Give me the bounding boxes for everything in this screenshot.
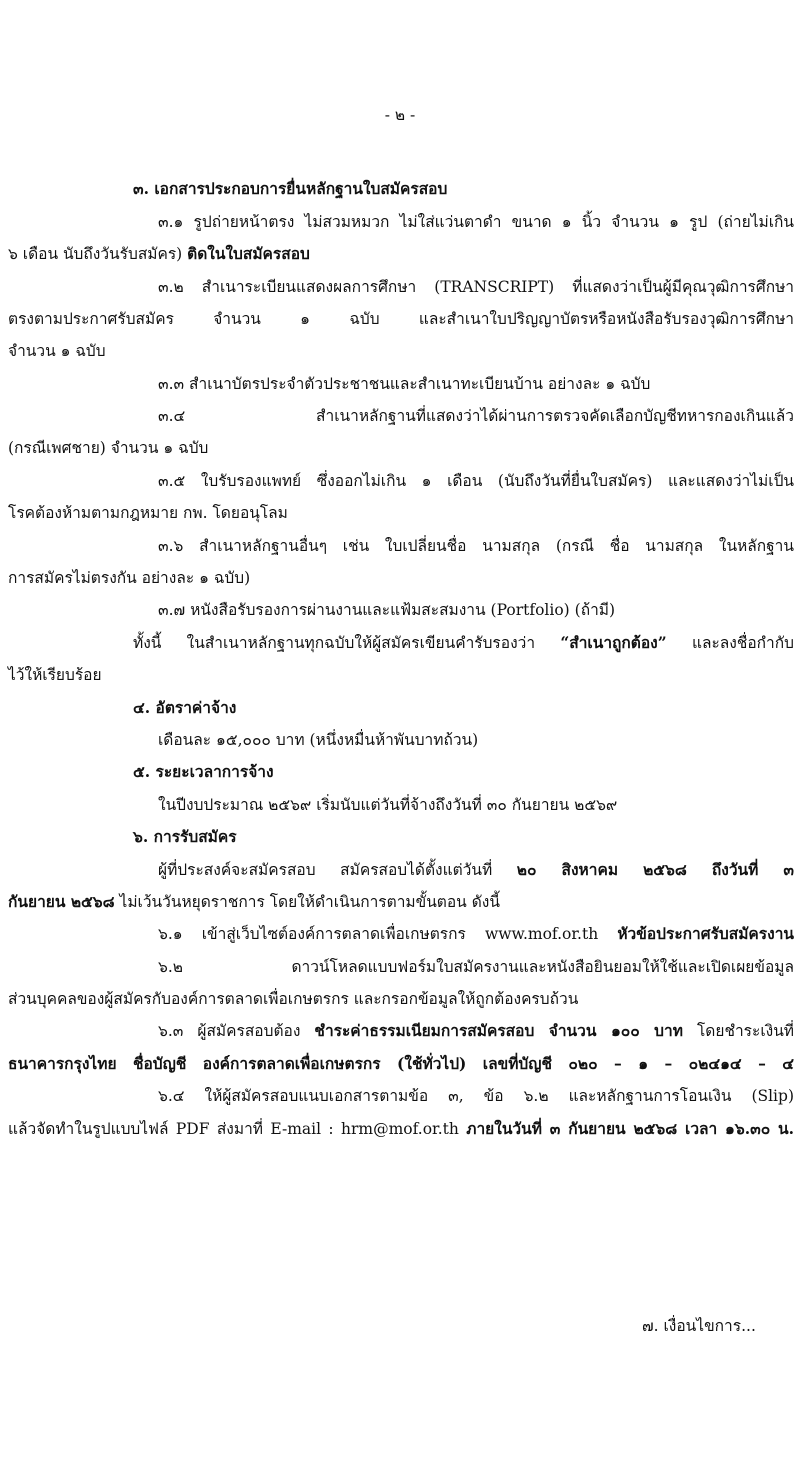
item-3-1-bold: ติดในใบสมัครสอบ: [187, 244, 310, 263]
item-3-1-line-1: ๓.๑ รูปถ่ายหน้าตรง ไม่สวมหมวก ไม่ใส่แว่นตาดำ ขนาด ๑ นิ้ว จำนวน ๑ รูป (ถ่ายไม่เกิน: [158, 213, 794, 231]
note-bold-certified: “สำเนาถูกต้อง”: [560, 633, 667, 652]
section-5-text: ในปีงบประมาณ ๒๕๖๙ เริ่มนับแต่วันที่จ้างถึงวันที่ ๓๐ กันยายน ๒๕๖๙: [158, 796, 618, 814]
intro-bold-end-date: กันยายน ๒๕๖๘: [8, 892, 115, 911]
item-6-3-line-1: [158, 1020, 794, 1042]
item-6-1: [158, 923, 794, 945]
item-6-2-line-2: ส่วนบุคคลของผู้สมัครกับองค์การตลาดเพื่อเกษตรกร และกรอกข้อมูลให้ถูกต้องครบถ้วน: [8, 990, 579, 1008]
item-3-4-line-2: (กรณีเพศชาย) จำนวน ๑ ฉบับ: [8, 439, 209, 457]
item-6-4-bold-deadline: ภายในวันที่ ๓ กันยายน ๒๕๖๘ เวลา ๑๖.๓๐ น.: [466, 1119, 794, 1138]
item-3-6-line-2: การสมัครไม่ตรงกัน อย่างละ ๑ ฉบับ): [8, 569, 251, 587]
note-text-c: และลงชื่อกำกับ: [691, 634, 794, 652]
section-6-intro-line-2: [8, 891, 500, 913]
item-3-5-line-1: ๓.๕ ใบรับรองแพทย์ ซึ่งออกไม่เกิน ๑ เดือน (นับถึงวันที่ยื่นใบสมัคร) และแสดงว่าไม่เป็น: [158, 472, 794, 490]
item-6-1-bold: หัวข้อประกาศรับสมัครงาน: [617, 924, 794, 943]
item-3-4-line-1: ๓.๔ สำเนาหลักฐานที่แสดงว่าได้ผ่านการตรวจคัดเลือกบัญชีทหารกองเกินแล้ว: [158, 407, 794, 425]
note-text-a: ทั้งนี้ ในสำเนาหลักฐานทุกฉบับให้ผู้สมัครเขียนคำรับรองว่า: [133, 634, 536, 652]
item-6-3-bold-fee: ชำระค่าธรรมเนียมการสมัครสอบ จำนวน ๑๐๐ บาท: [314, 1021, 683, 1040]
item-3-5-line-2: โรคต้องห้ามตามกฎหมาย กพ. โดยอนุโลม: [8, 504, 288, 522]
note-line-2: ไว้ให้เรียบร้อย: [8, 666, 102, 684]
section-4-text: เดือนละ ๑๕,๐๐๐ บาท (หนึ่งหมื่นห้าพันบาทถ้วน): [158, 731, 479, 749]
item-3-2-line-2: ตรงตามประกาศรับสมัคร จำนวน ๑ ฉบับ และสำเนาใบปริญญาบัตรหรือหนังสือรับรองวุฒิการศึกษา: [8, 310, 794, 328]
item-3-2-line-1: ๓.๒ สำเนาระเบียนแสดงผลการศึกษา (TRANSCRIPT) ที่แสดงว่าเป็นผู้มีคุณวุฒิการศึกษา: [158, 278, 794, 296]
item-6-4-text-a: แล้วจัดทำในรูปแบบไฟล์ PDF ส่งมาที่ E-mail : hrm@mof.or.th: [8, 1120, 459, 1138]
item-3-1-text: ๖ เดือน นับถึงวันรับสมัคร): [8, 245, 183, 263]
item-6-4-line-1: ๖.๔ ให้ผู้สมัครสอบแนบเอกสารตามข้อ ๓, ข้อ ๖.๒ และหลักฐานการโอนเงิน (Slip): [158, 1087, 794, 1105]
item-6-3-text-c: โดยชำระเงินที่: [696, 1022, 795, 1040]
item-3-6-line-1: ๓.๖ สำเนาหลักฐานอื่นๆ เช่น ใบเปลี่ยนชื่อ นามสกุล (กรณี ชื่อ นามสกุล ในหลักฐาน: [158, 537, 794, 555]
item-3-7: ๓.๗ หนังสือรับรองการผ่านงานและแฟ้มสะสมงาน (Portfolio) (ถ้ามี): [158, 601, 616, 619]
page-number: - ๒ -: [384, 106, 416, 124]
item-3-2-line-3: จำนวน ๑ ฉบับ: [8, 342, 106, 360]
item-6-4-line-2: [8, 1118, 794, 1140]
note-line-1: [133, 632, 794, 654]
item-3-1-line-2: [8, 243, 310, 265]
item-3-3: ๓.๓ สำเนาบัตรประจำตัวประชาชนและสำเนาทะเบียนบ้าน อย่างละ ๑ ฉบับ: [158, 375, 651, 393]
item-6-1-text: ๖.๑ เข้าสู่เว็บไซต์องค์การตลาดเพื่อเกษตรกร www.mof.or.th: [158, 925, 599, 943]
intro-text-b: ไม่เว้นวันหยุดราชการ โดยให้ดำเนินการตามขั้นตอน ดังนี้: [119, 893, 500, 911]
section-6-heading: ๖. การรับสมัคร: [133, 827, 237, 846]
section-6-intro-line-1: [158, 859, 794, 881]
item-6-3-line-2: ธนาคารกรุงไทย ชื่อบัญชี องค์การตลาดเพื่อเกษตรกร (ใช้ทั่วไป) เลขที่บัญชี ๐๒๐ – ๑ – ๐๒๔๑๔ – ๔: [8, 1054, 794, 1073]
intro-text-a: ผู้ที่ประสงค์จะสมัครสอบ สมัครสอบได้ตั้งแต่วันที่: [158, 861, 493, 879]
section-3-heading: ๓. เอกสารประกอบการยื่นหลักฐานใบสมัครสอบ: [133, 179, 448, 198]
item-6-2-line-1: ๖.๒ ดาวน์โหลดแบบฟอร์มใบสมัครงานและหนังสือยินยอมให้ใช้และเปิดเผยข้อมูล: [158, 958, 794, 976]
item-6-3-text-a: ๖.๓ ผู้สมัครสอบต้อง: [158, 1022, 301, 1040]
section-4-heading: ๔. อัตราค่าจ้าง: [133, 698, 237, 717]
intro-bold-dates: ๒๐ สิงหาคม ๒๕๖๘ ถึงวันที่ ๓: [516, 860, 794, 879]
section-5-heading: ๕. ระยะเวลาการจ้าง: [133, 762, 274, 781]
continuation-footer: ๗. เงื่อนไขการ...: [642, 1317, 756, 1335]
